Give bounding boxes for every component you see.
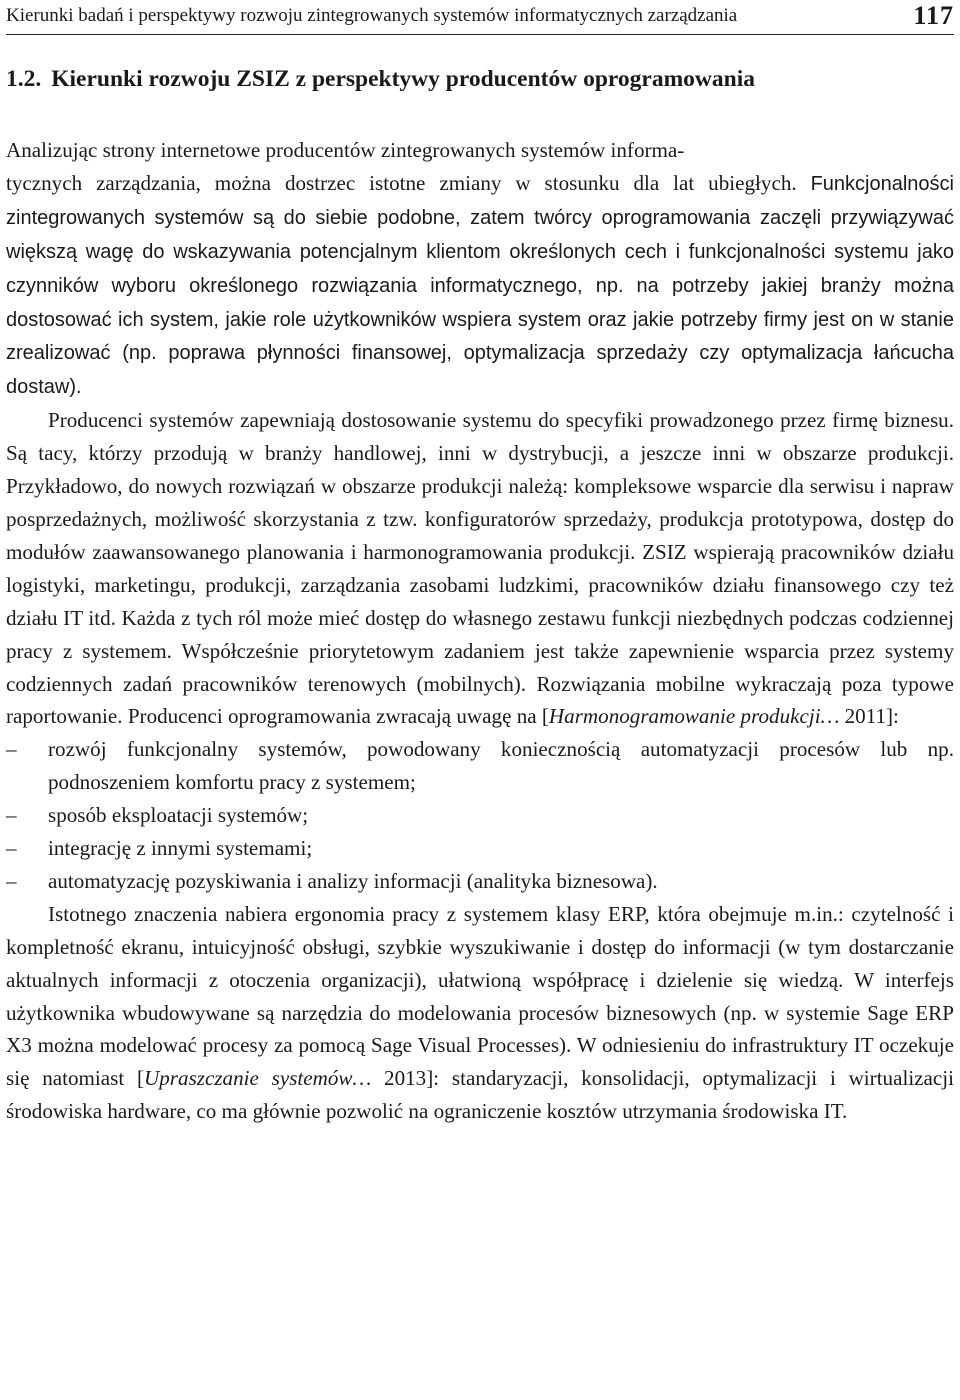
list-item-text: integrację z innymi systemami; — [48, 836, 313, 861]
citation-upraszczanie: Upraszczanie systemów… — [144, 1066, 372, 1091]
body-text — [6, 134, 954, 1128]
paragraph-1-line-1-text: Analizując strony internetowe producentów zintegrowanych systemów informa- — [6, 138, 685, 162]
paragraph-1-part-a: tycznych zarządzania, można dostrzec istotne zmiany w stosunku dla lat ubiegłych. — [6, 170, 797, 195]
section-number: 1.2. — [6, 66, 42, 92]
paragraph-2 — [6, 404, 954, 733]
running-title: Kierunki badań i perspektywy rozwoju zintegrowanych systemów informatycznych zarządzania — [6, 5, 738, 26]
running-header — [6, 0, 954, 35]
list-item-text: sposób eksploatacji systemów; — [48, 803, 309, 828]
dash-bullet: – — [6, 803, 17, 828]
paragraph-2-end: 2011]: — [839, 704, 899, 729]
section-heading — [6, 64, 954, 94]
list-item — [6, 865, 954, 898]
paragraph-1-part-b: Funkcjonalności zintegrowanych systemów są do siebie podobne, zatem twórcy oprogramowania zaczęli przywiązywać większą wagę do wskazywania potencjalnym klientom określonych cech i funkcjonalności systemu jako czynników wyboru określonego rozwiązania informatycznego, np. — [6, 172, 954, 297]
paragraph-1-line-1 — [6, 134, 954, 167]
list-item-text: automatyzację pozyskiwania i analizy informacji (analityka biznesowa). — [48, 868, 658, 893]
dash-bullet: – — [6, 836, 17, 861]
dash-bullet: – — [6, 737, 17, 762]
paragraph-1-part-c: na potrzeby jakiej branży można dostosować ich system, jakie role użytkowników wspiera system oraz jakie potrzeby firmy jest on w stanie zrealizować (np. poprawa płynności finansowej, optymalizacja sprzedaży czy optymalizacja łańcucha dostaw). — [6, 274, 954, 399]
paragraph-2-text: Producenci systemów zapewniają dostosowanie systemu do specyfiki prowadzonego przez firmę biznesu. Są tacy, którzy przodują w branży handlowej, inni w dystrybucji, a jeszcze inni w obszarze produkcji. Przykładowo, do nowych rozwiązań w obszarze produkcji należą: kompleksowe wsparcie dla serwisu i napraw posprzedażnych, możliwość skorzystania z tzw. konfiguratorów sprzedaży, produkcja prototypowa, dostęp do modułów zaawansowanego planowania i harmonogramowania produkcji. ZSIZ wspierają pracowników działu logistyki, marketingu, produkcji, zarządzania zasobami ludzkimi, pracowników działu finansowego czy też działu IT itd. Każda z tych ról może mieć dostęp do własnego zestawu funkcji niezbędnych podczas codziennej pracy z systemem. Współcześnie priorytetowym zadaniem jest także zapewnienie wsparcia przez systemy codziennych zadań pracowników terenowych (mobilnych). Rozwiązania mobilne wykraczają poza typowe raportowanie. Producenci oprogramowania zwracają uwagę na [ — [6, 408, 954, 729]
list-item — [6, 832, 954, 865]
list-item — [6, 799, 954, 832]
list-item-text: rozwój funkcjonalny systemów, powodowany koniecznością automatyzacji procesów lub np. podnoszeniem komfortu pracy z systemem; — [48, 737, 954, 795]
paragraph-3-text: Istotnego znaczenia nabiera ergonomia pracy z systemem klasy ERP, która obejmuje m.in.: czytelność i kompletność ekranu, intuicyjność obsługi, szybkie wyszukiwanie i dostęp do informacji (w tym dostarczanie aktualnych informacji z otoczenia organizacji), ułatwioną współpracę i dzielenie się wiedzą. W interfejs użytkownika wbudowywane są narzędzia do modelowania procesów biznesowych (np. w systemie Sage ERP X3 można modelować procesy za pomocą Sage Visual Processes). W odniesieniu do infrastruktury IT oczekuje się natomiast [ — [6, 901, 954, 1091]
paragraph-3-end: 2013]: standaryzacji, konsolidacji, optymalizacji i wirtualizacji środowiska hardware, co ma głównie pozwolić na ograniczenie kosztów utrzymania środowiska IT. — [6, 1066, 954, 1124]
page-number: 117 — [913, 1, 954, 30]
paragraph-1 — [6, 167, 954, 404]
bullet-list — [6, 733, 954, 898]
dash-bullet: – — [6, 868, 17, 893]
section-title: Kierunki rozwoju ZSIZ z perspektywy producentów oprogramowania — [51, 66, 755, 92]
paragraph-3 — [6, 898, 954, 1128]
list-item — [6, 733, 954, 799]
citation-harmonogramowanie: Harmonogramowanie produkcji… — [548, 704, 840, 729]
